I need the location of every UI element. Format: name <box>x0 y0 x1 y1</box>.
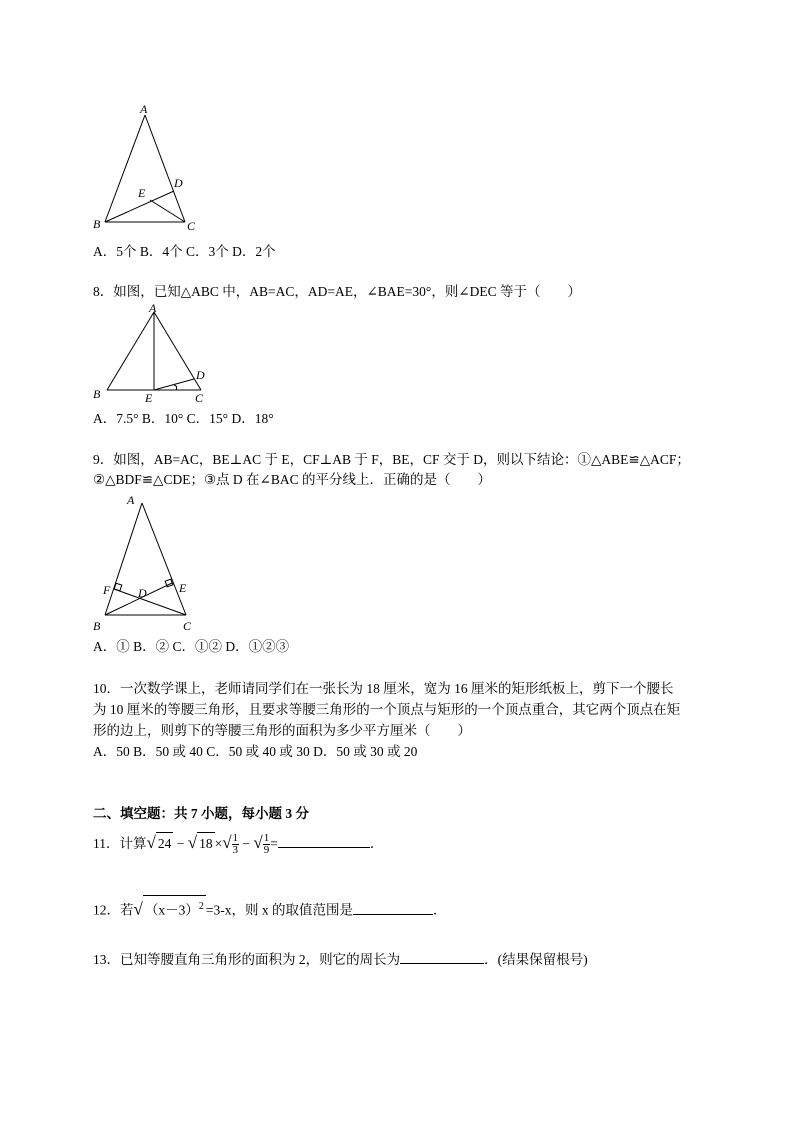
figure-q8-triangle <box>90 302 220 407</box>
q10-line3: 形的边上，则剪下的等腰三角形的面积为多少平方厘米（ ） <box>93 723 471 738</box>
label-F: F <box>103 583 111 597</box>
label-B: B <box>93 619 101 633</box>
figure-q9-triangle <box>90 490 210 640</box>
q13 <box>93 950 588 969</box>
q13-answer-blank[interactable] <box>400 950 484 964</box>
sqrt-icon: √ <box>187 833 198 852</box>
q12-exponent: 2 <box>198 901 204 912</box>
q11-minus-1: − <box>176 836 185 851</box>
q12-radicand: $(x-3)^2$ <box>143 895 206 922</box>
q13-text: 13．已知等腰直角三角形的面积为 2，则它的周长为 <box>93 952 401 967</box>
q12 <box>93 895 446 922</box>
q9-stem-line2: ②△BDF≌△CDE；③点 D 在∠BAC 的平分线上．正确的是（ ） <box>93 472 491 487</box>
q11 <box>93 832 383 856</box>
q8-options: A．7.5° B．10° C．15° D．18° <box>93 411 274 426</box>
q11-prefix: 11．计算 <box>93 836 147 851</box>
q11-minus-2: − <box>242 836 251 851</box>
label-D: D <box>138 586 147 600</box>
q10-options: A．50 B．50 或 40 C．50 或 40 或 30 D．50 或 30 或 20 <box>93 744 418 759</box>
q13-end: ．(结果保留根号) <box>484 952 588 967</box>
figure-q7-triangle <box>90 100 210 235</box>
label-D: D <box>174 176 183 190</box>
label-C: C <box>187 219 196 233</box>
q11-fraction-1: $\frac{1}{3}$ <box>232 832 239 857</box>
sqrt-icon: √ <box>253 833 263 852</box>
q11-answer-blank[interactable] <box>278 834 370 848</box>
label-A: A <box>149 302 157 315</box>
q7-options: A．5个 B．4个 C．3个 D．2个 <box>93 244 276 259</box>
q11-equals: = <box>270 836 278 851</box>
q12-prefix: 12．若 <box>93 902 134 918</box>
label-E: E <box>138 186 146 200</box>
q10-line1: 10．一次数学课上，老师请同学们在一张长为 18 厘米，宽为 16 厘米的矩形纸板上，剪下一个腰长 <box>93 681 674 696</box>
label-B: B <box>93 387 101 401</box>
sqrt-icon: √ <box>133 899 143 919</box>
q11-radicand-2: 18 <box>197 832 215 855</box>
q11-fraction-2: $\frac{1}{9}$ <box>263 832 270 857</box>
label-C: C <box>183 619 192 633</box>
q12-answer-blank[interactable] <box>353 901 433 915</box>
label-A: A <box>140 102 148 116</box>
q9-options: A．① B．② C．①② D．①②③ <box>93 639 290 654</box>
section-2-title: 二、填空题：共 7 小题，每小题 3 分 <box>93 806 309 821</box>
label-E: E <box>145 391 153 405</box>
label-A: A <box>127 493 135 507</box>
label-D: D <box>196 368 205 382</box>
q12-end: ． <box>432 902 447 918</box>
q8-stem: 8．如图，已知△ABC 中，AB=AC，AD=AE，∠BAE=30°，则∠DEC 等于（ ） <box>93 284 582 299</box>
label-E: E <box>179 581 187 595</box>
sqrt-icon: √ <box>146 833 156 852</box>
sqrt-icon: √ <box>222 833 232 852</box>
q9-stem-line1: 9．如图，AB=AC，BE⊥AC 于 E，CF⊥AB 于 F，BE，CF 交于 D，则以下结论：①△ABE≌△ACF； <box>93 452 690 467</box>
label-C: C <box>195 391 204 405</box>
label-B: B <box>93 217 101 231</box>
q11-times: × <box>214 836 223 851</box>
q11-radicand-1: 24 <box>156 832 174 855</box>
q12-rest: =3-x，则 x 的取值范围是 <box>205 902 353 918</box>
q11-end: ． <box>369 836 384 851</box>
q10-line2: 为 10 厘米的等腰三角形，且要求等腰三角形的一个顶点与矩形的一个顶点重合，其它两个顶点在矩 <box>93 702 681 717</box>
